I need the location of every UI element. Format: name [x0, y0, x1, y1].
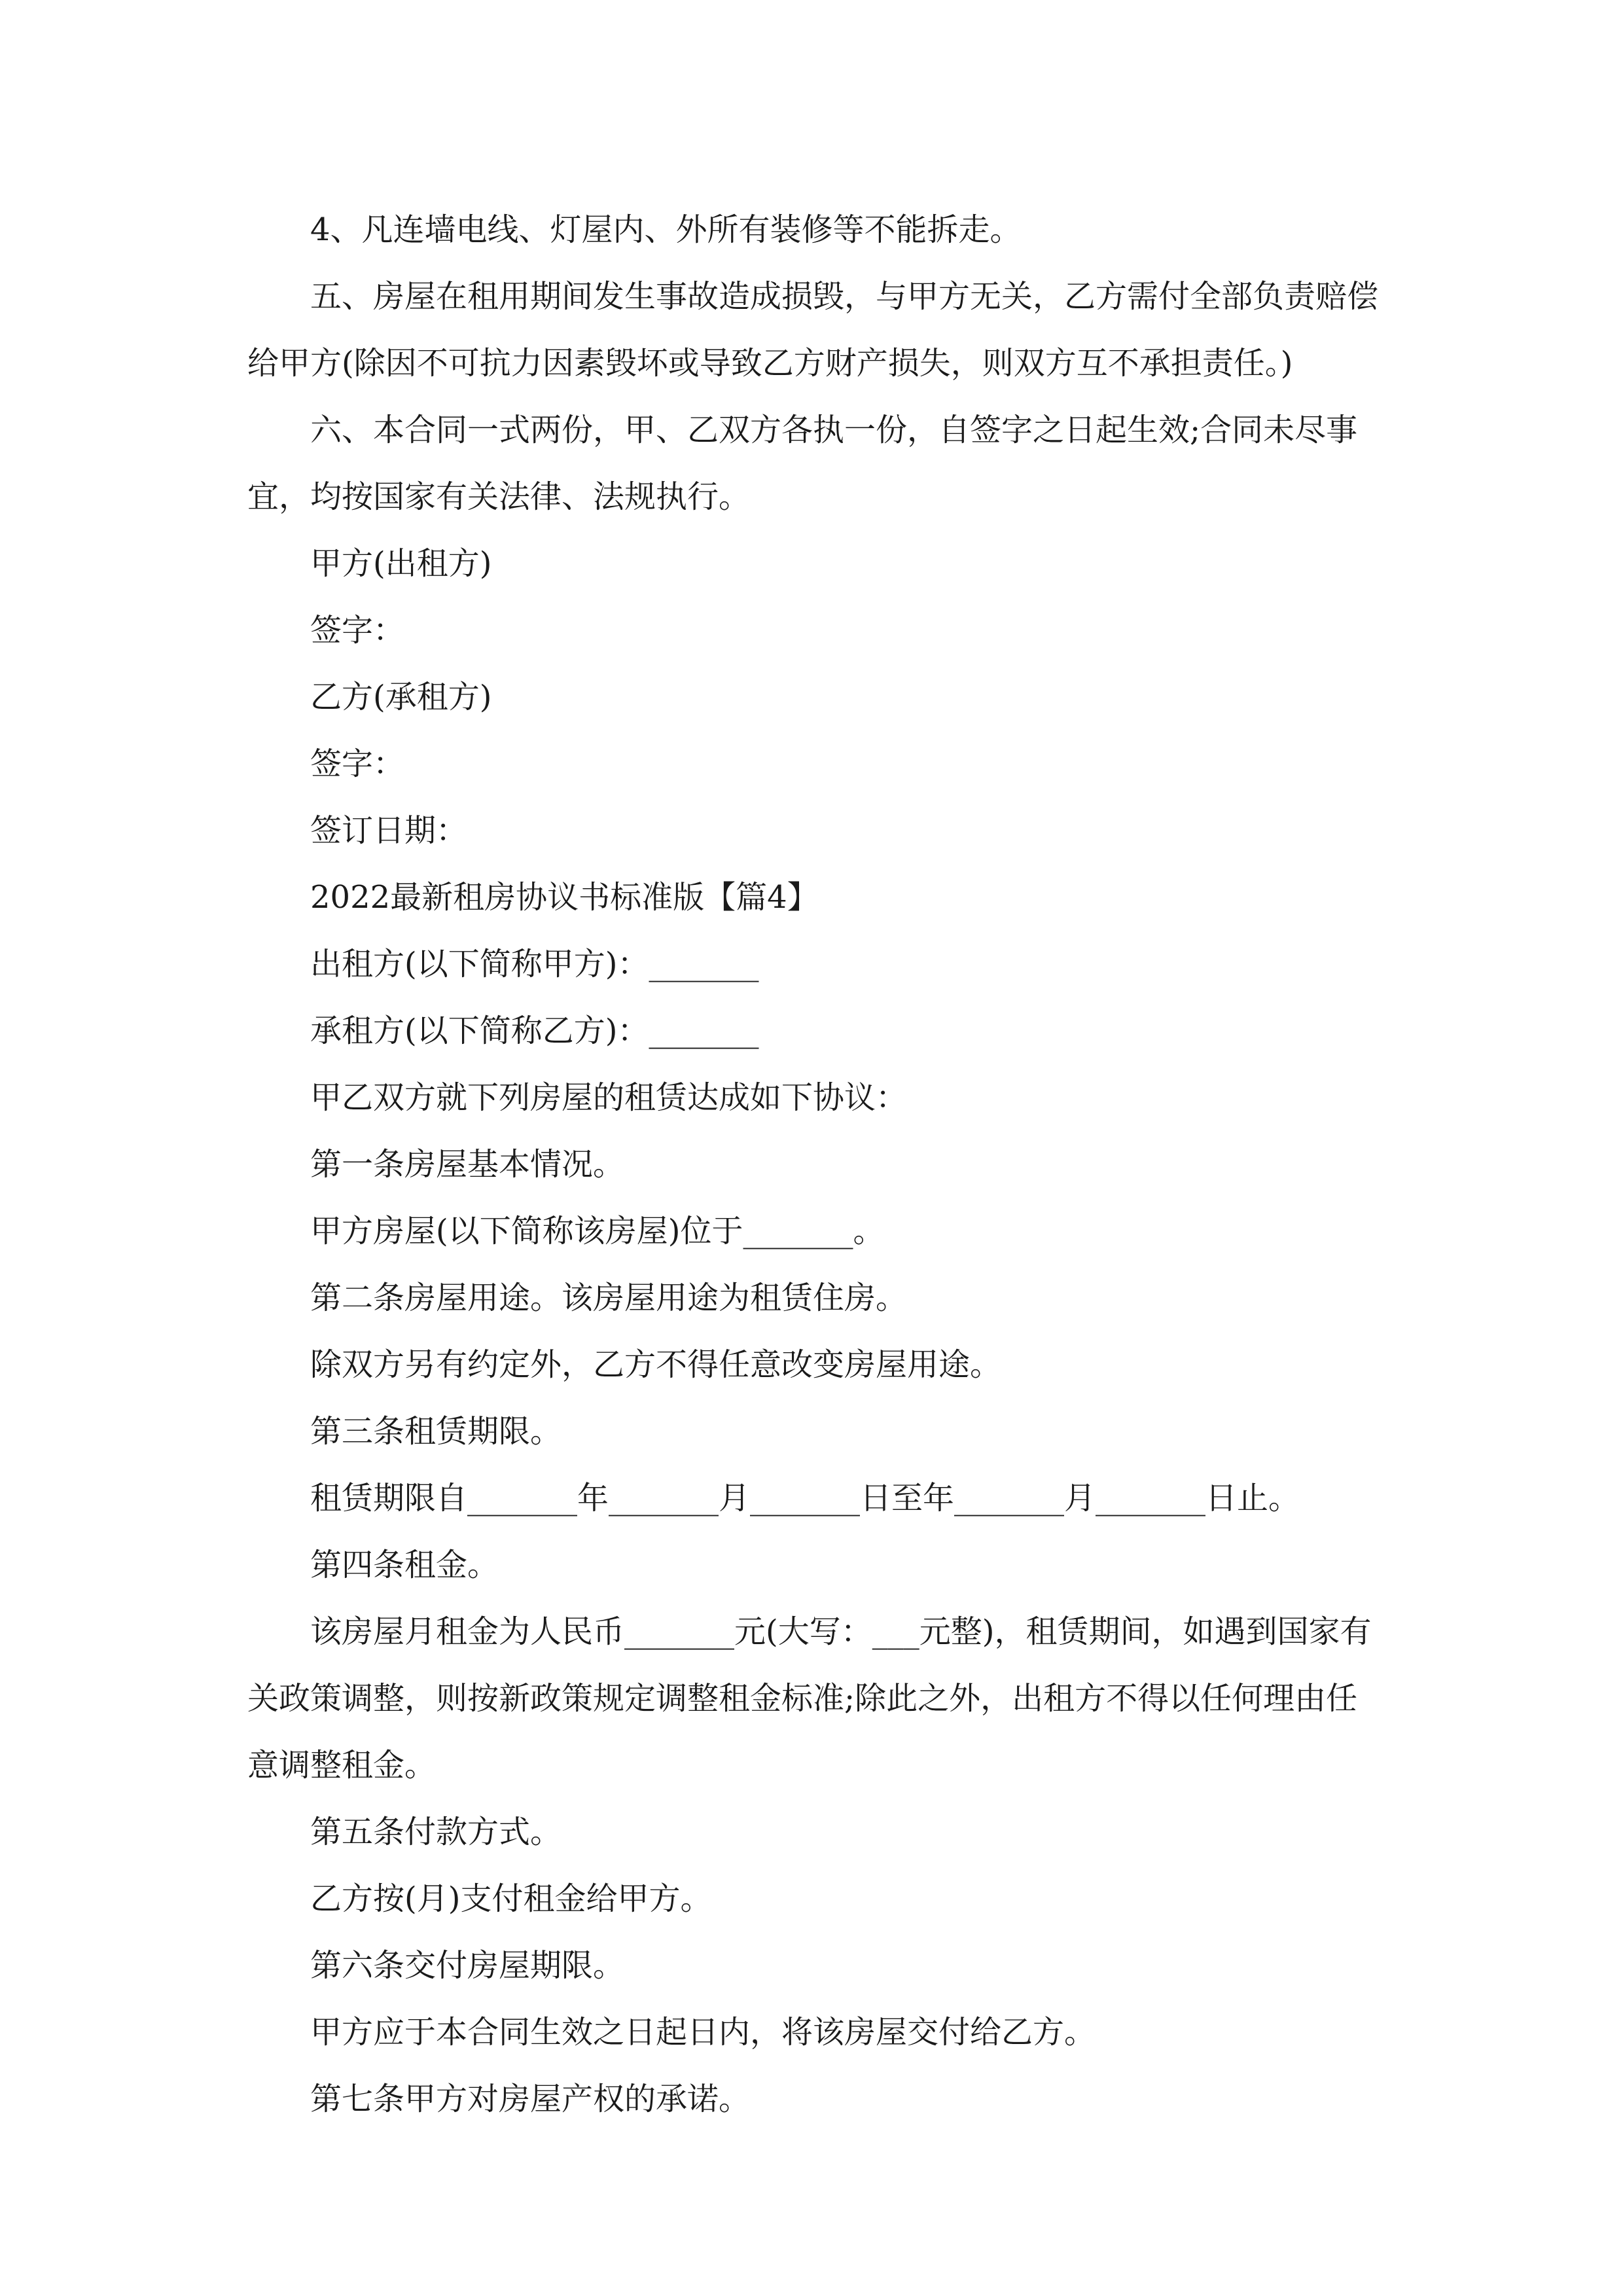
section-title: 2022最新租房协议书标准版【篇4】 [310, 879, 819, 916]
paragraph: 除双方另有约定外，乙方不得任意改变房屋用途。 [310, 1346, 1002, 1383]
paragraph: 甲方房屋(以下简称该房屋)位于_______。 [310, 1213, 885, 1249]
party-b-label: 乙方(承租方) [310, 679, 492, 715]
party-a-label: 甲方(出租方) [310, 545, 492, 582]
article-heading: 第七条甲方对房屋产权的承诺。 [310, 2081, 751, 2117]
document-body [247, 196, 1386, 2132]
paragraph: 六、本合同一式两份，甲、乙双方各执一份，自签字之日起生效;合同未尽事宜，均按国家有关法律、法规执行。 [247, 412, 1358, 515]
paragraph: 承租方(以下简称乙方)：_______ [310, 1013, 759, 1049]
sign-date-label: 签订日期： [310, 812, 468, 849]
paragraph: 甲乙双方就下列房屋的租赁达成如下协议： [310, 1079, 908, 1116]
paragraph: 乙方按(月)支付租金给甲方。 [310, 1880, 712, 1917]
article-heading: 第三条租赁期限。 [310, 1413, 562, 1450]
signature-label: 签字： [310, 612, 405, 649]
paragraph: 租赁期限自_______年_______月_______日至年_______月_______日止。 [310, 1480, 1300, 1516]
article-heading: 第一条房屋基本情况。 [310, 1146, 625, 1183]
article-heading: 第六条交付房屋期限。 [310, 1947, 625, 1984]
article-heading: 第五条付款方式。 [310, 1814, 562, 1850]
paragraph: 甲方应于本合同生效之日起日内，将该房屋交付给乙方。 [310, 2014, 1096, 2051]
signature-label: 签字： [310, 745, 405, 782]
paragraph: 该房屋月租金为人民币_______元(大写：___元整)，租赁期间，如遇到国家有关政策调整，则按新政策规定调整租金标准;除此之外，出租方不得以任何理由任意调整租金。 [247, 1613, 1372, 1784]
article-heading: 第四条租金。 [310, 1547, 499, 1583]
paragraph: 出租方(以下简称甲方)：_______ [310, 946, 759, 982]
article-heading: 第二条房屋用途。该房屋用途为租赁住房。 [310, 1280, 908, 1316]
paragraph: 五、房屋在租用期间发生事故造成损毁，与甲方无关，乙方需付全部负责赔偿给甲方(除因不可抗力因素毁坏或导致乙方财产损失，则双方互不承担责任。) [247, 278, 1379, 382]
paragraph: 4、凡连墙电线、灯屋内、外所有装修等不能拆走。 [310, 211, 1022, 248]
